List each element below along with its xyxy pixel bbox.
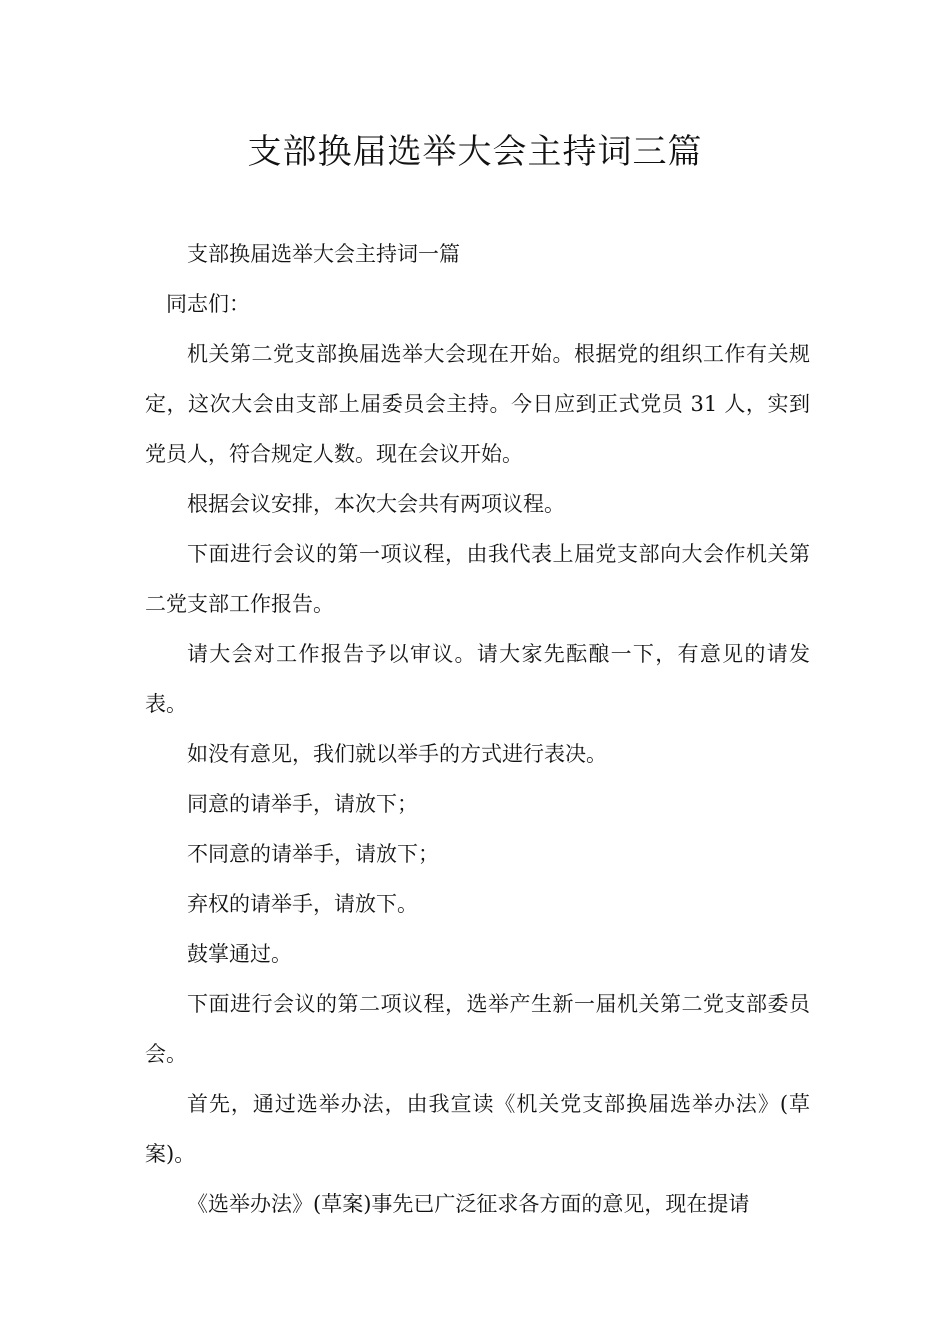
body-paragraph: 下面进行会议的第一项议程，由我代表上届党支部向大会作机关第二党支部工作报告。 [145,542,810,616]
body-paragraph: 根据会议安排，本次大会共有两项议程。 [187,492,565,516]
salutation-paragraph: 同志们： [166,292,250,316]
body-paragraph: 《选举办法》(草案)事先已广泛征求各方面的意见，现在提请 [187,1192,750,1216]
body-paragraph: 如没有意见，我们就以举手的方式进行表决。 [187,742,607,766]
body-paragraph: 弃权的请举手，请放下。 [187,892,418,916]
body-paragraph: 不同意的请举手，请放下； [187,842,439,866]
body-paragraph: 机关第二党支部换届选举大会现在开始。根据党的组织工作有关规定，这次大会由支部上届委员会主持。今日应到正式党员 31 人，实到党员人，符合规定人数。现在会议开始。 [145,342,810,466]
body-paragraph: 请大会对工作报告予以审议。请大家先酝酿一下，有意见的请发表。 [145,642,810,716]
body-paragraph: 首先，通过选举办法，由我宣读《机关党支部换届选举办法》(草案)。 [145,1092,810,1166]
page-title: 支部换届选举大会主持词三篇 [247,132,703,172]
subtitle-paragraph: 支部换届选举大会主持词一篇 [187,242,460,266]
document-body [145,229,810,1229]
body-paragraph: 同意的请举手，请放下； [187,792,418,816]
body-paragraph: 下面进行会议的第二项议程，选举产生新一届机关第二党支部委员会。 [145,992,810,1066]
body-paragraph: 鼓掌通过。 [187,942,292,966]
